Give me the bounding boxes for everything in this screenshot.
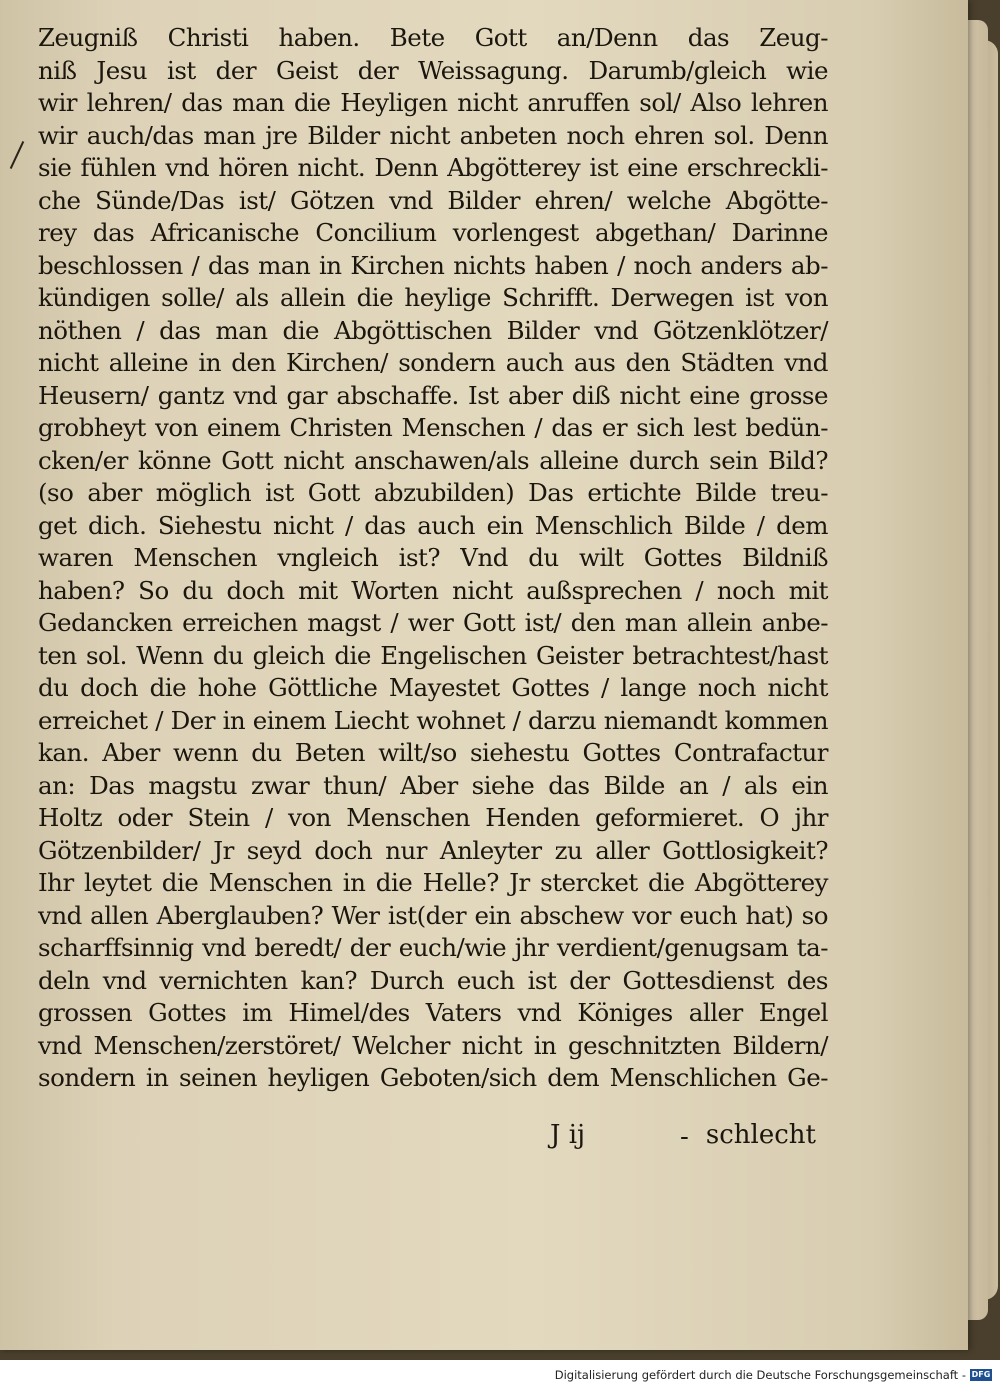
- text-line: waren Menschen vngleich ist? Vnd du wilt Gottes Bildniß: [38, 543, 828, 572]
- text-line: an: Das magstu zwar thun/ Aber siehe das Bilde an / als ein: [38, 770, 828, 800]
- text-line: deln vnd vernichten kan? Durch euch ist der Gottesdienst des: [38, 965, 828, 995]
- text-line: nicht alleine in den Kirchen/ sondern auch aus den Städten vnd: [38, 348, 828, 377]
- text-line: get dich. Siehestu nicht / das auch ein Menschlich Bilde / dem: [38, 510, 828, 540]
- text-line: che Sünde/Das ist/ Götzen vnd Bilder ehren/ welche Abgötte-: [38, 185, 828, 215]
- catchword: schlecht: [705, 1120, 816, 1150]
- text-line: vnd allen Aberglauben? Wer ist(der ein abschew vor euch hat) so: [38, 900, 828, 930]
- text-line: beschlossen / das man in Kirchen nichts haben / noch anders ab-: [38, 250, 828, 280]
- digitization-credit: [555, 1366, 992, 1384]
- text-line: sie fühlen vnd hören nicht. Denn Abgötterey ist eine erschreckli-: [38, 153, 828, 182]
- text-line: rey das Africanische Concilium vorlengest abgethan/ Darinne: [38, 218, 828, 247]
- text-line: cken/er könne Gott nicht anschawen/als alleine durch sein Bild?: [38, 445, 828, 475]
- credit-text: Digitalisierung gefördert durch die Deutsche Forschungsgemeinschaft -: [554, 1368, 966, 1382]
- text-line: Zeugniß Christi haben. Bete Gott an/Denn das Zeug-: [38, 23, 828, 52]
- text-line: ten sol. Wenn du gleich die Engelischen Geister betrachtest/hast: [38, 640, 828, 670]
- text-line: haben? So du doch mit Worten nicht außsprechen / noch mit: [38, 575, 828, 605]
- text-line: niß Jesu ist der Geist der Weissagung. Darumb/gleich wie: [38, 55, 828, 85]
- text-line: kan. Aber wenn du Beten wilt/so siehestu Gottes Contrafactur: [38, 738, 828, 767]
- text-line: (so aber möglich ist Gott abzubilden) Das ertichte Bilde treu-: [38, 478, 828, 507]
- text-line: du doch die hohe Göttliche Mayestet Gottes / lange noch nicht: [38, 673, 828, 702]
- text-line: erreichet / Der in einem Liecht wohnet / darzu niemandt kommen: [38, 705, 828, 735]
- text-line: grossen Gottes im Himel/des Vaters vnd Königes aller Engel: [38, 998, 828, 1027]
- margin-mark: [10, 141, 24, 169]
- text-line: Heusern/ gantz vnd gar abschaffe. Ist aber diß nicht eine grosse: [38, 380, 828, 410]
- text-line: Götzenbilder/ Jr seyd doch nur Anleyter zu aller Gottlosigkeit?: [38, 835, 828, 865]
- signature-mark: J ij: [550, 1120, 586, 1150]
- dfg-logo: DFG: [971, 1370, 991, 1379]
- text-line: vnd Menschen/zerstöret/ Welcher nicht in geschnitzten Bildern/: [38, 1030, 828, 1060]
- text-line: nöthen / das man die Abgöttischen Bilder vnd Götzenklötzer/: [38, 315, 828, 345]
- text-line: Ihr leytet die Menschen in die Helle? Jr stercket die Abgötterey: [38, 868, 828, 897]
- text-line: wir auch/das man jre Bilder nicht anbeten noch ehren sol. Denn: [38, 120, 828, 150]
- text-line: Holtz oder Stein / von Menschen Henden geformieret. O jhr: [38, 803, 828, 832]
- text-line: grobheyt von einem Christen Menschen / das er sich lest bedün-: [38, 413, 828, 442]
- text-line: Gedancken erreichen magst / wer Gott ist/ den man allein anbe-: [38, 608, 828, 637]
- text-line: sondern in seinen heyligen Geboten/sich dem Menschlichen Ge-: [38, 1063, 828, 1092]
- text-line: scharffsinnig vnd beredt/ der euch/wie jhr verdient/genugsam ta-: [38, 933, 828, 962]
- footer-separator: -: [680, 1122, 689, 1152]
- text-line: kündigen solle/ als allein die heylige Schrifft. Derwegen ist von: [38, 283, 828, 312]
- body-text: [38, 22, 828, 1095]
- page-footer: [38, 1120, 828, 1156]
- text-line: wir lehren/ das man die Heyligen nicht anruffen sol/ Also lehren: [38, 88, 828, 117]
